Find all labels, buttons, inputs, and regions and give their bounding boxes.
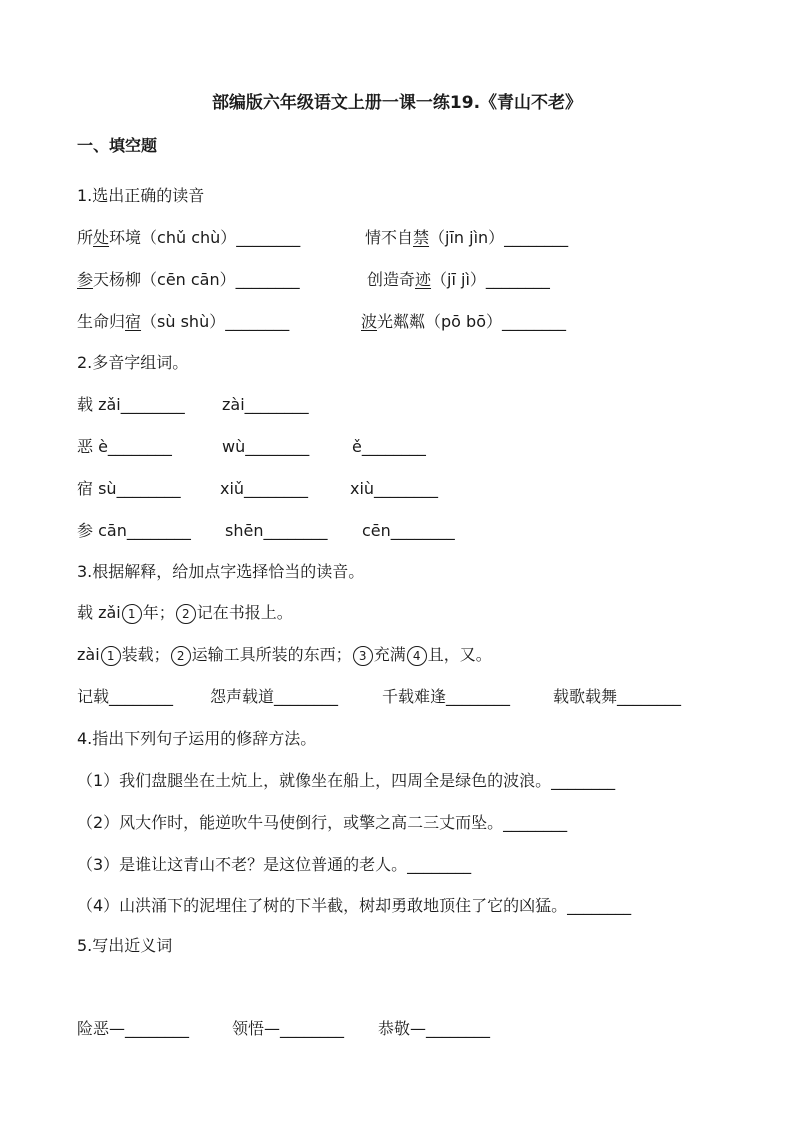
q2-item: 参 cān________ [77, 521, 191, 540]
circled-number-1: 1 [101, 646, 121, 666]
q2-item: xiù________ [350, 479, 439, 498]
q2-item: xiǔ________ [220, 479, 309, 498]
page-title: 部编版六年级语文上册一课一练19.《青山不老》 [211, 93, 583, 113]
q4-item: （4）山洪涌下的泥埋住了树的下半截，树却勇敢地顶住了它的凶猛。________ [77, 896, 632, 915]
q3-definition-zai3: 载 zǎi 1 年； 2 记在书报上。 [77, 603, 293, 622]
section-fill-blank-heading: 一、填空题 [77, 136, 158, 155]
q2-item: ě________ [352, 437, 426, 456]
q2-item: 宿 sù________ [77, 479, 181, 498]
q1-item: 情不自禁（jīn jìn）________ [365, 228, 569, 247]
q1-heading: 1.选出正确的读音 [77, 186, 205, 205]
q4-item: （1）我们盘腿坐在土炕上，就像坐在船上，四周全是绿色的波浪。________ [77, 771, 616, 790]
q3-heading: 3.根据解释，给加点字选择恰当的读音。 [77, 562, 365, 581]
circled-number-2: 2 [176, 604, 196, 624]
q1-item: 生命归宿（sù shù）________ [77, 312, 290, 331]
circled-number-2: 2 [171, 646, 191, 666]
q3-item: 载歌载舞________ [553, 687, 682, 706]
q4-item: （2）风大作时，能逆吹牛马使倒行，或擎之高二三丈而坠。________ [77, 813, 568, 832]
q1-item: 创造奇迹（jī jì）________ [367, 270, 550, 289]
q4-heading: 4.指出下列句子运用的修辞方法。 [77, 729, 317, 748]
q5-heading: 5.写出近义词 [77, 936, 173, 955]
q4-item: （3）是谁让这青山不老？是这位普通的老人。________ [77, 855, 472, 874]
q3-definition-zai4: zài 1 装载； 2 运输工具所装的东西； 3 充满 4 且，又。 [77, 645, 492, 664]
q5-item: 险恶—________ [77, 1019, 190, 1038]
q2-item: cēn________ [362, 521, 455, 540]
q2-item: 载 zǎi________ [77, 395, 185, 414]
q3-item: 千载难逢________ [382, 687, 511, 706]
circled-number-4: 4 [407, 646, 427, 666]
q5-item: 领悟—________ [232, 1019, 345, 1038]
circled-number-1: 1 [122, 604, 142, 624]
q2-item: shēn________ [225, 521, 328, 540]
q2-item: wù________ [222, 437, 310, 456]
q1-item: 所处环境（chǔ chù）________ [77, 228, 301, 247]
q2-item: zài________ [222, 395, 309, 414]
q2-item: 恶 è________ [77, 437, 172, 456]
q3-item: 怨声载道________ [210, 687, 339, 706]
q1-item: 参天杨柳（cēn cān）________ [77, 270, 300, 289]
q2-heading: 2.多音字组词。 [77, 353, 189, 372]
q3-item: 记载________ [77, 687, 174, 706]
q1-item: 波光粼粼（pō bō）________ [361, 312, 566, 331]
q5-item: 恭敬—________ [378, 1019, 491, 1038]
circled-number-3: 3 [353, 646, 373, 666]
